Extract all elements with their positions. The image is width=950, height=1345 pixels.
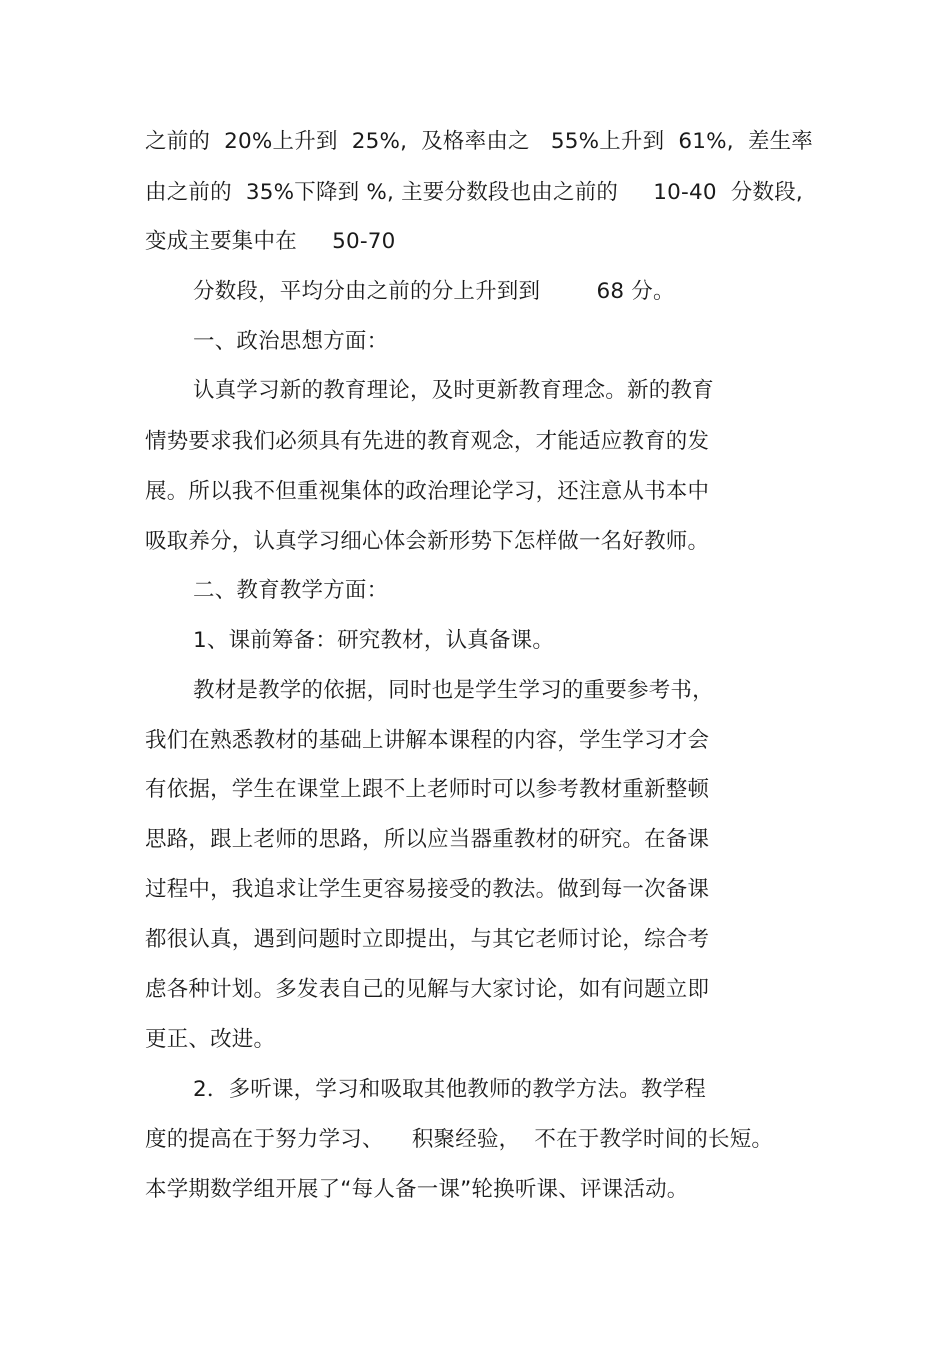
- text-line: 度的提高在于努力学习、 积聚经验， 不在于教学时间的长短。: [145, 1127, 774, 1152]
- text-line: 有依据，学生在课堂上跟不上老师时可以参考教材重新整顿: [145, 777, 710, 802]
- text-line: 情势要求我们必须具有先进的教育观念，才能适应教育的发: [145, 429, 710, 454]
- text-line: 之前的 20%上升到 25%, 及格率由之 55%上升到 61%, 差生率: [145, 129, 813, 154]
- section-heading: 二、教育教学方面：: [193, 578, 389, 603]
- text-line: 2．多听课，学习和吸取其他教师的教学方法。教学程: [193, 1077, 706, 1102]
- text-line: 虑各种计划。多发表自己的见解与大家讨论，如有问题立即: [145, 977, 710, 1002]
- text-line: 本学期数学组开展了“每人备一课”轮换听课、评课活动。: [145, 1177, 689, 1202]
- text-line: 展。所以我不但重视集体的政治理论学习，还注意从书本中: [145, 479, 710, 504]
- text-line: 思路，跟上老师的思路，所以应当器重教材的研究。在备课: [145, 827, 710, 852]
- text-line: 更正、改进。: [145, 1027, 276, 1052]
- section-heading: 一、政治思想方面：: [193, 329, 389, 354]
- text-line: 过程中，我追求让学生更容易接受的教法。做到每一次备课: [145, 877, 710, 902]
- text-line: 教材是教学的依据，同时也是学生学习的重要参考书，: [193, 678, 714, 703]
- text-line: 我们在熟悉教材的基础上讲解本课程的内容，学生学习才会: [145, 728, 710, 753]
- text-line: 都很认真，遇到问题时立即提出，与其它老师讨论，综合考: [145, 927, 710, 952]
- text-line: 由之前的 35%下降到 %, 主要分数段也由之前的 10-40 分数段,: [145, 180, 803, 205]
- text-line: 认真学习新的教育理论，及时更新教育理念。新的教育: [193, 378, 714, 403]
- text-line: 分数段，平均分由之前的分上升到到 68 分。: [193, 279, 675, 304]
- text-line: 变成主要集中在 50-70: [145, 229, 396, 254]
- text-line: 吸取养分，认真学习细心体会新形势下怎样做一名好教师。: [145, 529, 710, 554]
- subsection-heading: 1、课前筹备：研究教材，认真备课。: [193, 628, 555, 653]
